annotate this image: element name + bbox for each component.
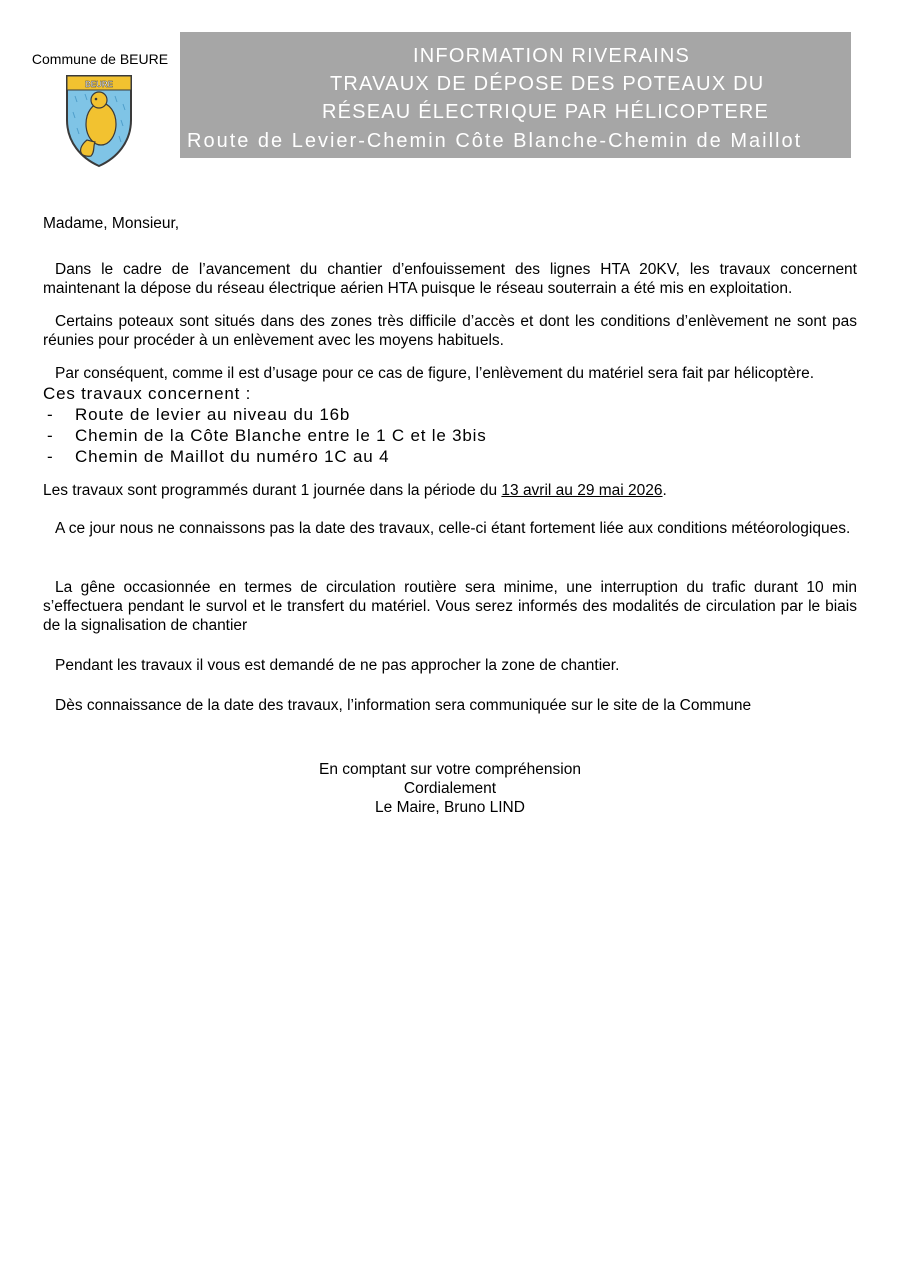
list-bullet: - bbox=[47, 447, 54, 466]
list-item-text: Chemin de la Côte Blanche entre le 1 C et le 3bis bbox=[75, 426, 487, 445]
paragraph-traffic: La gêne occasionnée en termes de circulation routière sera minime, une interruption du trafic durant 10 min s’effectuera pendant le survol et le transfert du matériel. Vous serez informés des modalités de circulation par le biais de la signalisation de chantier bbox=[43, 579, 857, 634]
works-list-title: Ces travaux concernent : bbox=[43, 384, 252, 403]
header-banner bbox=[180, 32, 851, 158]
paragraph-schedule bbox=[43, 481, 667, 500]
closing-understanding: En comptant sur votre compréhension bbox=[319, 761, 581, 778]
paragraph-weather: A ce jour nous ne connaissons pas la date des travaux, celle-ci étant fortement liée aux conditions météorologiques. bbox=[55, 520, 851, 537]
crest-label: BEURE bbox=[84, 80, 114, 89]
list-item-text: Chemin de Maillot du numéro 1C au 4 bbox=[75, 447, 390, 466]
schedule-prefix: Les travaux sont programmés durant 1 journée dans la période du bbox=[43, 482, 502, 499]
list-bullet: - bbox=[47, 405, 54, 424]
paragraph-helicopter: Par conséquent, comme il est d’usage pour ce cas de figure, l’enlèvement du matériel sera fait par hélicoptère. bbox=[55, 365, 815, 382]
schedule-suffix: . bbox=[662, 482, 667, 499]
beure-coat-of-arms bbox=[63, 68, 135, 168]
crest-beaver-eye bbox=[95, 98, 98, 101]
paragraph-announcement: Dès connaissance de la date des travaux, l’information sera communiquée sur le site de la Commune bbox=[55, 697, 752, 714]
closing-signature: Le Maire, Bruno LIND bbox=[375, 799, 525, 816]
header-title-line-3: RÉSEAU ÉLECTRIQUE PAR HÉLICOPTERE bbox=[322, 101, 770, 123]
header-title-line-2: TRAVAUX DE DÉPOSE DES POTEAUX DU bbox=[330, 73, 765, 95]
paragraph-safety: Pendant les travaux il vous est demandé de ne pas approcher la zone de chantier. bbox=[55, 657, 620, 674]
commune-label: Commune de BEURE bbox=[31, 51, 169, 67]
list-item bbox=[43, 446, 857, 467]
list-item bbox=[43, 404, 857, 425]
paragraph-context: Dans le cadre de l’avancement du chantier d’enfouissement des lignes HTA 20KV, les travaux concernent maintenant la dépose du réseau électrique aérien HTA puisque le réseau souterrain a été mis en exploitation. bbox=[43, 261, 857, 297]
header-streets-line: Route de Levier-Chemin Côte Blanche-Chemin de Maillot bbox=[187, 130, 803, 152]
closing-regards: Cordialement bbox=[403, 780, 497, 797]
list-bullet: - bbox=[47, 426, 54, 445]
list-item-text: Route de levier au niveau du 16b bbox=[75, 405, 351, 424]
works-list bbox=[43, 404, 857, 467]
list-item bbox=[43, 425, 857, 446]
schedule-period: 13 avril au 29 mai 2026 bbox=[501, 482, 663, 499]
paragraph-access: Certains poteaux sont situés dans des zones très difficile d’accès et dont les conditions d’enlèvement ne sont pas réunies pour procéder à un enlèvement avec les moyens habituels. bbox=[43, 313, 857, 349]
header-title-line-1: INFORMATION RIVERAINS bbox=[413, 45, 691, 67]
salutation: Madame, Monsieur, bbox=[43, 215, 180, 232]
